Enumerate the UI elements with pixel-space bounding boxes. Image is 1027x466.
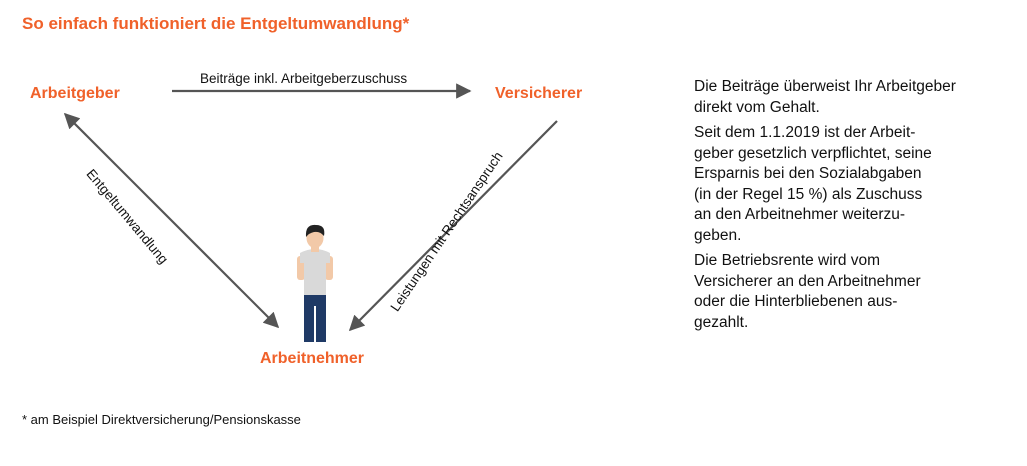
arrow-employer-employee [65, 114, 278, 327]
description-paragraph-1: Die Beiträge überweist Ihr Arbeitgeber direkt vom Gehalt. [694, 78, 956, 116]
description-line: geben. [694, 226, 742, 244]
description-line: gezahlt. [694, 313, 749, 331]
description-paragraph-3 [694, 251, 984, 333]
node-employer: Arbeitgeber [30, 85, 120, 102]
edge-label-contributions: Beiträge inkl. Arbeitgeberzuschuss [200, 71, 408, 86]
description-line: Seit dem 1.1.2019 ist der Arbeit- [694, 124, 916, 141]
description-line: Die Betriebsrente wird vom [694, 252, 881, 269]
description-panel [694, 77, 984, 338]
node-employee: Arbeitnehmer [260, 350, 365, 367]
employee-figure-icon [297, 225, 333, 342]
description-line: geber gesetzlich verpflichtet, seine [694, 144, 932, 162]
node-insurer: Versicherer [495, 85, 583, 102]
description-line: Versicherer an den Arbeitnehmer [694, 272, 921, 290]
description-line: Ersparnis bei den Sozialabgaben [694, 165, 922, 182]
edge-label-benefits: Leistungen mit Rechtsanspruch [387, 148, 506, 315]
description-paragraph-2 [694, 123, 984, 246]
description-line: an den Arbeitnehmer weiterzu- [694, 206, 906, 223]
page-title: So einfach funktioniert die Entgeltumwandlung* [22, 14, 410, 33]
description-line: (in der Regel 15 %) als Zuschuss [694, 185, 923, 203]
edge-label-salary-conversion: Entgeltumwandlung [83, 166, 172, 267]
footnote: * am Beispiel Direktversicherung/Pensionskasse [22, 412, 301, 427]
description-line: oder die Hinterbliebenen aus- [694, 293, 898, 310]
